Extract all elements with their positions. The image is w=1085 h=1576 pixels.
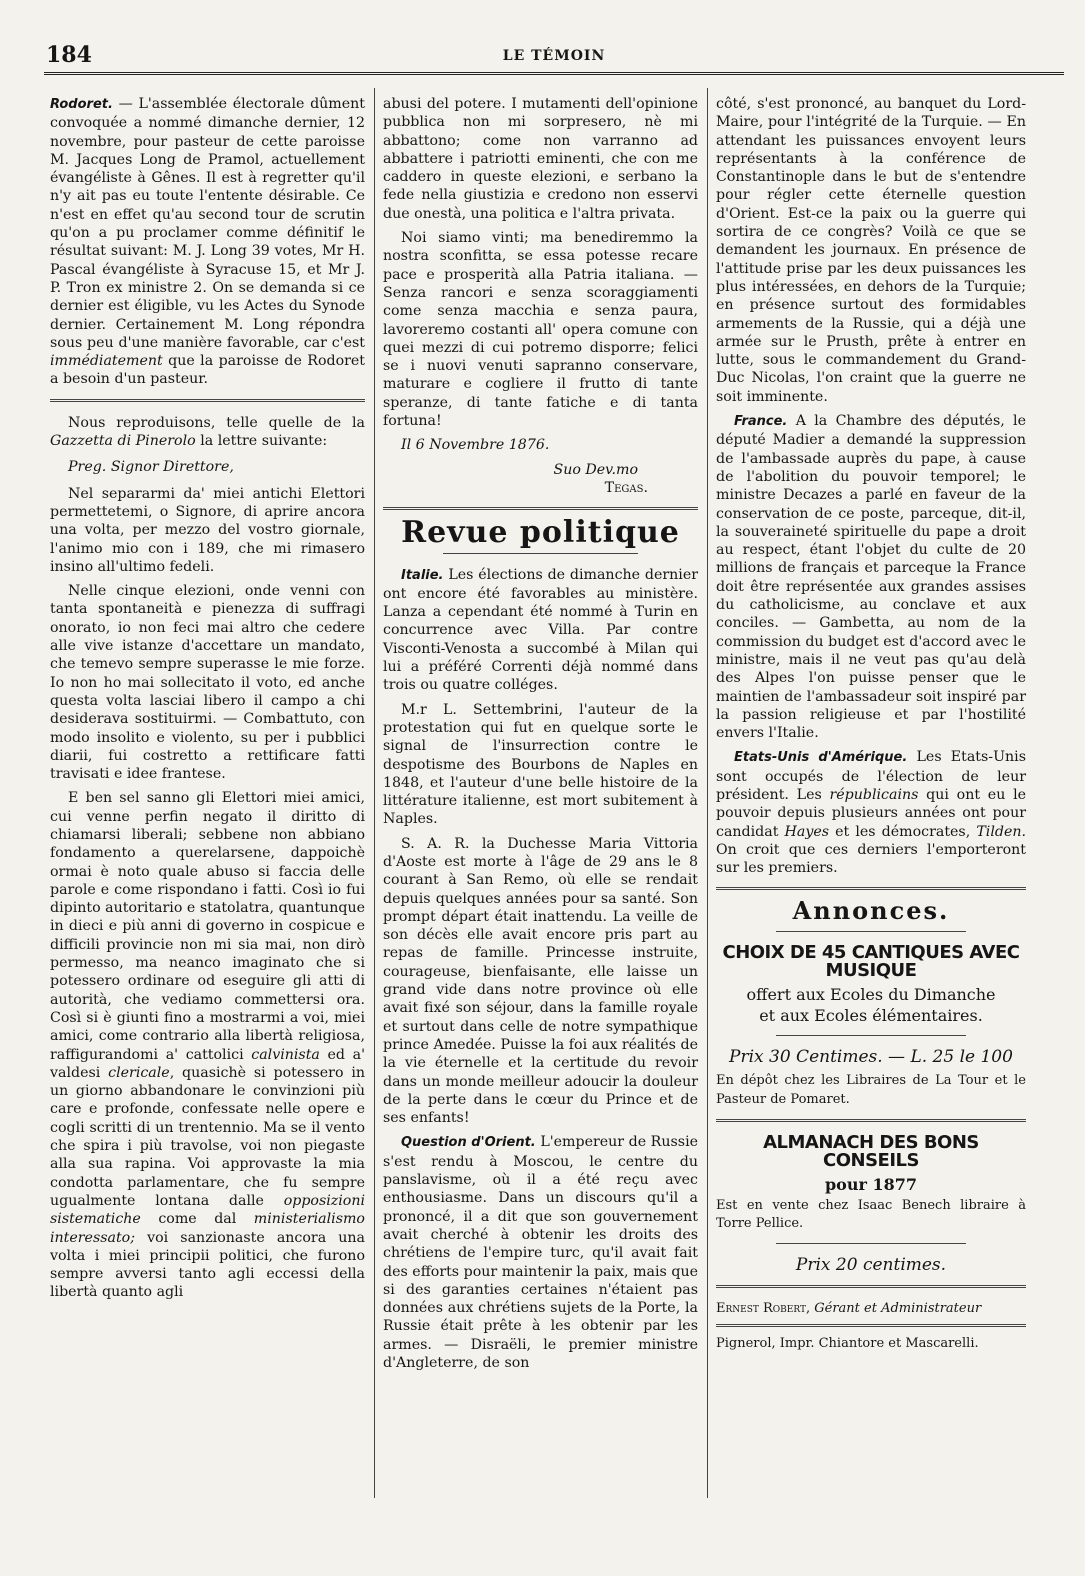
letter-closing (383, 461, 638, 479)
france-text: A la Chambre des députés, le député Madier a demandé la suppression de l'ambassade auprès du pape, à cause de l'abolition du pouvoir temporel; le ministre Decazes a parlé en faveur de la conservation de ce poste, parceque, dit-il, la souveraineté spirituelle du pape a droit au respect, étant l'objet du culte de 20 millions de français et parceque la France doit être représentée aux grandes assises du catholicisme, au conclave et aux conciles. — Gambetta, au nom de la commission du budget est d'accord avec le ministre, mais il ne veut pas qu'au delà des Alpes l'on puisse penser que le maintien de l'ambassadeur soit inspiré par la passion religieuse et par l'hostilité envers l'Italie. (716, 413, 1026, 742)
rodoret-text-end: que la paroisse de Rodoret a besoin d'un pasteur. (50, 353, 365, 388)
salutation-text: Preg. Signor Direttore, (68, 459, 234, 476)
date-text: Il 6 Novembre 1876. (401, 437, 550, 454)
france-heading: France. (734, 414, 788, 430)
letter-text: ed a' valdesi (50, 1046, 365, 1081)
letter-text: voi sanzionaste ancora una volta i miei principii politici, che furono sempre avversi tanto agli eccessi della libertà quanto agli (50, 1229, 365, 1301)
letter-emphasis: calvinista (251, 1046, 320, 1063)
usa-text: et les démocrates, (835, 823, 971, 840)
ad-cantiques-line: offert aux Ecoles du Dimanche (746, 985, 996, 1005)
italie-article (383, 566, 698, 695)
ad-almanach-title: ALMANACH DES BONS CONSEILS (763, 1131, 979, 1172)
italie-heading: Italie. (401, 567, 444, 583)
letter-signature: Tegas. (604, 479, 648, 496)
letter-emphasis: ministerialismo interessato; (50, 1211, 365, 1246)
title-underline (776, 931, 966, 932)
letter-continuation: abusi del potere. I mutamenti dell'opinione pubblica non mi sorpresero, nè mi abbattono; come non varranno ad abbattere i patriotti eminenti, che con me caddero in queste elezioni, e serbano la fede nella giustizia e credono non esservi due onestà, una politica e l'altra privata. (383, 96, 698, 222)
orient-article (383, 1133, 698, 1372)
ad-almanach-sub: pour 1877 (824, 1175, 918, 1195)
intro-newspaper-name: Gazzetta di Pinerolo (50, 433, 196, 450)
ad-almanach-price: Prix 20 centimes. (795, 1255, 947, 1276)
ad-cantiques-price: Prix 30 Centimes. — L. 25 le 100 (729, 1046, 1013, 1067)
ad-divider (776, 1243, 966, 1244)
gerant-line (716, 1300, 1026, 1318)
page-header (44, 38, 1064, 76)
usa-text: qui ont eu le pouvoir depuis plusieurs années ont pour candidat (716, 786, 1027, 840)
masthead-title: LE TÉMOIN (502, 48, 606, 64)
gerant-name: Ernest Robert, (716, 1300, 811, 1316)
usa-emphasis: républicains (829, 786, 919, 803)
letter-emphasis: clericale (108, 1064, 170, 1081)
italie-paragraph: M.r L. Settembrini, l'auteur de la protestation qui fut en quelque sorte le signal de l'insurrection contre le despotisme des Bourbons de Naples en 1848, et l'auteur d'une belle histoire de la littérature italienne, est mort subitement à Naples. (383, 701, 698, 828)
section-title: Revue politique (401, 515, 680, 551)
ad-cantiques-line: et aux Ecoles élémentaires. (759, 1005, 983, 1025)
usa-emphasis: Tilden. (976, 823, 1026, 840)
column-1 (50, 95, 365, 1308)
printer-line: Pignerol, Impr. Chiantore et Mascarelli. (716, 1335, 979, 1351)
letter-emphasis: opposizioni sistematiche (50, 1192, 365, 1228)
column-2 (383, 95, 698, 1378)
section-rule (383, 507, 698, 510)
rodoret-article (50, 95, 365, 389)
orient-heading: Question d'Orient. (401, 1135, 536, 1151)
announcements-title: Annonces. (792, 896, 950, 926)
intro-text: Nous reproduisons, telle quelle de la (68, 414, 365, 431)
rodoret-text: — L'assemblée électorale dûment convoquée a nommé dimanche dernier, 12 novembre, pour pasteur de cette paroisse M. Jacques Long de Pramol, actuellement évangéliste à Gênes. Il est à regretter qu'il n'y ait pas eu toute l'entente désirable. Ce n'est en effet qu'au second tour de scrutin qu'on a pu proclamer comme définitif le résultat suivant: M. J. Long 39 votes, Mr H. Pascal évangéliste à Syracuse 15, et Mr J. P. Tron ex ministre 2. On se demanda si ce dernier est éligible, vu les Actes du Synode dernier. Certainement M. Long répondra sous peu d'une manière favorable, car c'est (50, 96, 365, 351)
gerant-role: Gérant et Administrateur (814, 1300, 982, 1316)
page-number: 184 (46, 42, 92, 68)
orient-text: L'empereur de Russie s'est rendu à Moscou, le centre du panslavisme, où il a été reçu avec enthousiasme. Dans un discours qu'il a prononcé, il a dit que son gouvernement avait cherché à obtenir les droits des chrétiens de l'empire turc, qu'il avait fait des efforts pour maintenir la paix, mais que si des garanties certaines n'étaient pas données aux chrétiens sujets de la Porte, la Russie était prête à les obtenir par les armes. — Disraëli, le premier ministre d'Angleterre, de son (383, 1134, 698, 1371)
intro-text-end: la lettre suivante: (200, 433, 328, 450)
ad-rule (716, 1119, 1026, 1122)
usa-emphasis: Hayes (784, 823, 830, 840)
footer-rule (716, 1324, 1026, 1327)
letter-paragraph: Nel separarmi da' miei antichi Elettori permettetemi, o Signore, di aprire ancora una volta, per mezzo del vostro giornale, l'animo mio con i 189, che mi rimasero insino all'ultimo fedeli. (50, 485, 365, 575)
column-3 (716, 95, 1026, 1359)
italie-text: Les élections de dimanche dernier ont encore été favorables au ministère. Lanza a cependant été nommé à Turin en concurrence avec Villa. Par contre Visconti-Venosta a succombé à Milan qui lui a préféré Correnti déjà nommé dans trois ou quatre colléges. (383, 566, 698, 694)
column-divider (707, 88, 708, 1498)
ad-cantiques-title: CHOIX DE 45 CANTIQUES AVEC MUSIQUE (722, 941, 1020, 982)
letter-text: E ben sel sanno gli Elettori miei amici, cui venne perfin negato il diritto di chiamarsi liberali; sebbene non abbiano fondamento a querelarsene, dappoichè ormai è noto quale abuso si faccia delle parole e come rispondano i fatti. Così io fui dipinto autoritario e statolatra, quantunque in dieci e più anni di governo in cospicue e difficili provincie non mi sia mai, non dirò permesso, ma neanco imaginato che si potessero ordinare od eseguire gli atti di autorità, che vediamo commettersi ora. Così si è giunti fino a mostrarmi a voi, miei amici, come contrario alla libertà religiosa, raffigurandomi a' cattolici (50, 790, 365, 1063)
letter-salutation (50, 458, 365, 476)
usa-article (716, 748, 1026, 877)
ad-almanach-vente: Est en vente chez Isaac Benech libraire à Torre Pellice. (716, 1197, 1026, 1232)
italie-paragraph: S. A. R. la Duchesse Maria Vittoria d'Aoste est morte à l'âge de 29 ans le 8 courant à San Remo, où elle se rendait depuis quelques années pour sa santé. Son prompt départ était inattendu. La veille de son décès elle avait encore pris part au repas de famille. Princesse instruite, courageuse, bienfaisante, elle laisse un grand vide dans notre province où elle avait fixé son séjour, dans la famille royale et surtout dans celle de notre sympathique prince Amedée. Puisse la foi aux réalités de la vie éternelle et la certitude du revoir dans un monde meilleur adoucir la douleur de la perte dans le cœur du Prince et de ses enfants! (383, 835, 698, 1127)
france-article (716, 412, 1026, 742)
orient-continuation: côté, s'est prononcé, au banquet du Lord-Maire, pour l'intégrité de la Turquie. — En attendant les puissances envoyent leurs représentants à la conférence de Constantinople dans le but de s'entendre pour régler cette éternelle question d'Orient. Est-ce la paix ou la guerre qui sortira de ce congrès? Voilà ce que se demandent les journaux. En présence de l'attitude prise par les deux puissances les plus intéressées, en dehors de la Turquie; en présence surtout des formidables armements de la Russie, qui a déjà une armée sur le Prusth, prête à entrer en lutte, sous le commandement du Grand-Duc Nicolas, l'on craint que la guerre ne soit imminente. (716, 96, 1026, 405)
title-underline (443, 553, 638, 554)
footer-rule (716, 1285, 1026, 1288)
ad-cantiques-depot: En dépôt chez les Libraires de La Tour et le Pasteur de Pomaret. (716, 1073, 1026, 1107)
column-divider (374, 88, 375, 1498)
letter-intro (50, 414, 365, 451)
letter-date (383, 436, 698, 454)
section-rule (50, 399, 365, 402)
letter-paragraph (50, 789, 365, 1301)
rodoret-heading: Rodoret. (50, 97, 113, 112)
section-rule (716, 887, 1026, 890)
rodoret-emphasis: immédiatement (50, 353, 163, 370)
letter-paragraph: Nelle cinque elezioni, onde venni con tanta spontaneità e pienezza di suffragi onorato, io non feci mai altro che cedere alle vive istanze d'accettare un mandato, che temevo sempre superasse le mie forze. Io non ho mai sollecitato il voto, ed anche questa volta lasciai libero il campo a chi desiderava sostituirmi. — Combattuto, con modo insolito e violento, su per i pubblici diarii, fui costretto a rettificare fatti travisati e idee frantese. (50, 583, 365, 783)
letter-text: come dal (158, 1211, 237, 1228)
usa-text: On croit que ces derniers l'emporteront sur les premiers. (716, 841, 1026, 877)
usa-heading: Etats-Unis d'Amérique. (734, 750, 908, 766)
letter-paragraph: Noi siamo vinti; ma benediremmo la nostra sconfitta, se essa potesse recare pace e prosperità alla Patria italiana. — Senza rancori e senza scoraggiamenti come senza macchia e senza paura, lavoreremo costanti all' opera comune con quei mezzi di cui potremo disporre; felici se i nuovi venuti sapranno conservare, maturare e cogliere il frutto di tante speranze, di tante fatiche e di tanta fortuna! (383, 230, 698, 430)
ad-divider (776, 1035, 966, 1036)
header-rule (44, 72, 1064, 75)
letter-text: , quasichè si potessero in un giorno abbandonare le convinzioni più care e profonde, confessate nelle opere e cogli scritti di un trentennio. Ma se il vento che spira i più travolse, voi non piegaste alla sua rapina. Voi approvaste la mia condotta parlamentare, che fu sempre ugualmente lontana dalle (50, 1064, 365, 1209)
usa-text: Les Etats-Unis sont occupés de l'élection de leur président. Les (716, 749, 1026, 803)
closing-text: Suo Dev.mo (553, 461, 638, 478)
